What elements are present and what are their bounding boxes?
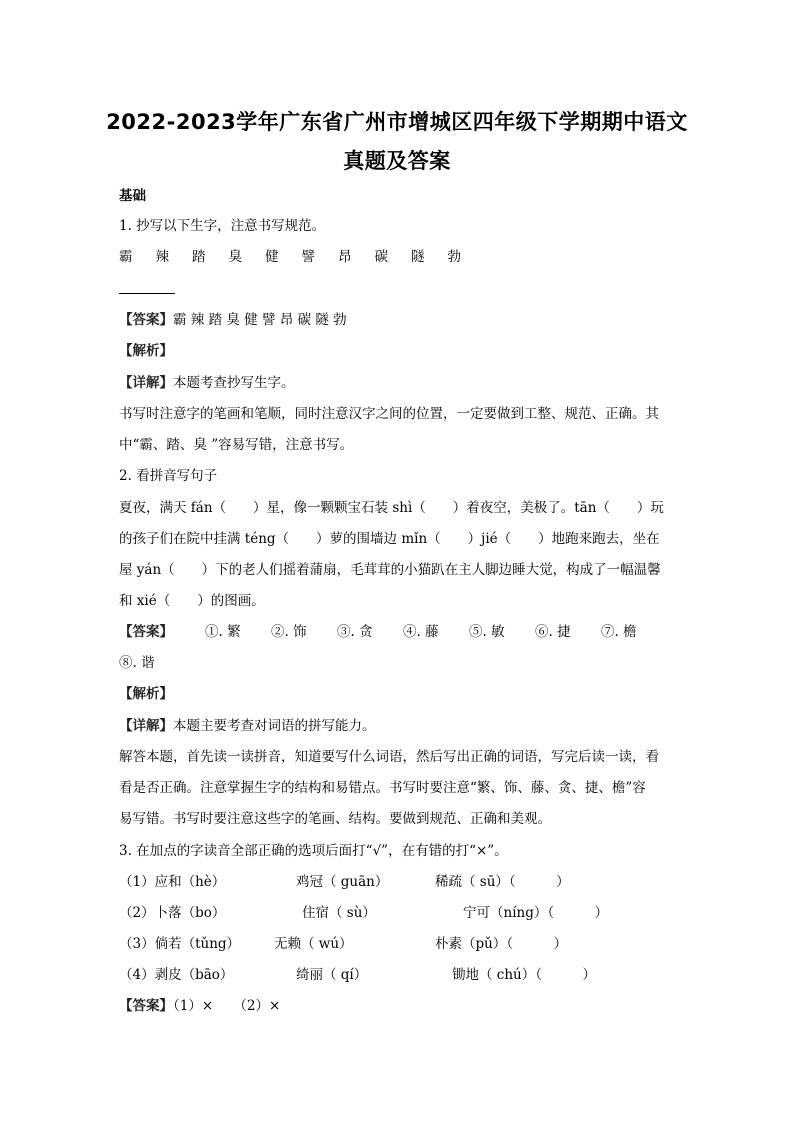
q2-detail-text: 本题主要考查对词语的拼写能力。 (173, 718, 376, 734)
q1-analysis-tag: 【解析】 (119, 343, 173, 359)
q1-detail-text: 本题考查抄写生字。 (173, 375, 295, 391)
q3-option: （4）剥皮（bāo） (119, 967, 234, 983)
q3-option: 绮丽（ qí） (296, 967, 368, 983)
q1-char: 霸 (119, 249, 133, 265)
q3-option: 鸡冠（ guān） (296, 874, 389, 890)
q3-option: 锄地（ chú）（ ） (452, 967, 596, 983)
q1-char: 隧 (411, 249, 425, 265)
q2-answer-item: ④. 藤 (403, 624, 439, 640)
q3-answer-text: （1）× （2）× (173, 998, 281, 1014)
document-title-line2: 真题及答案 (343, 149, 451, 173)
q3-option: （2）卜落（bo） (119, 905, 226, 921)
q1-answer (119, 310, 347, 330)
q1-prompt: 1. 抄写以下生字，注意书写规范。 (119, 218, 326, 234)
q2-paragraph-line3: 易写错。书写时要注意这些字的笔画、结构。要做到规范、正确和美观。 (119, 811, 551, 827)
q2-prompt: 2. 看拼音写句子 (119, 468, 218, 484)
document-title-line1: 2022-2023学年广东省广州市增城区四年级下学期期中语文 (106, 110, 688, 134)
q3-answer (119, 996, 280, 1016)
q1-char: 辣 (155, 249, 169, 265)
section-heading: 基础 (119, 188, 146, 204)
q1-char: 健 (265, 249, 279, 265)
q2-text-line4: 和 xié（ ）的图画。 (119, 593, 265, 609)
q1-char: 踏 (192, 249, 206, 265)
q1-paragraph-line1: 书写时注意字的笔画和笔顺，同时注意汉字之间的位置，一定要做到工整、规范、正确。其 (119, 406, 659, 422)
detail-tag: 【详解】 (119, 718, 173, 734)
q2-answer-item: ⑧. 谐 (119, 655, 155, 671)
q2-answer-item: ③. 贪 (337, 624, 373, 640)
q1-answer-text: 霸 辣 踏 臭 健 譬 昂 碳 隧 勃 (173, 312, 347, 328)
q3-option: 稀疏（ sū）（ ） (435, 874, 570, 890)
q2-answer-item: ⑥. 捷 (535, 624, 571, 640)
q1-answer-blank-line (119, 293, 175, 294)
q3-option: （3）倘若（tǔng） (119, 936, 241, 952)
q1-char: 臭 (228, 249, 242, 265)
q2-text-line3: 屋 yán（ ）下的老人们摇着蒲扇，毛茸茸的小猫趴在主人脚边睡大觉，构成了一幅温馨 (119, 562, 661, 578)
q1-char: 碳 (374, 249, 388, 265)
answer-tag: 【答案】 (119, 624, 173, 640)
q2-paragraph-line2: 看是否正确。注意掌握生字的结构和易错点。书写时要注意“繁、饰、藤、贪、捷、檐”容 (119, 780, 646, 796)
q1-char: 譬 (301, 249, 315, 265)
q1-char: 勃 (447, 249, 461, 265)
q1-detail (119, 373, 295, 393)
q2-answer-item: ①. 繁 (205, 624, 241, 640)
q3-option: 宁可（níng）（ ） (463, 905, 609, 921)
q1-char: 昂 (338, 249, 352, 265)
q2-text-line1: 夏夜，满天 fán（ ）星，像一颗颗宝石装 shì（ ）着夜空，美极了。tān（ ）玩 (119, 500, 664, 516)
q1-character-list (119, 247, 484, 267)
q3-option: 朴素（pǔ）（ ） (435, 936, 568, 952)
q2-answer-item: ②. 饰 (271, 624, 307, 640)
q2-detail (119, 716, 376, 736)
q2-answer (119, 622, 637, 642)
q3-option: 无赖（ wú） (274, 936, 353, 952)
q3-option: （1）应和（hè） (119, 874, 226, 890)
q2-paragraph-line1: 解答本题，首先读一读拼音，知道要写什么词语，然后写出正确的词语，写完后读一读，看 (119, 749, 659, 765)
q2-answer-item: ⑤. 敏 (469, 624, 505, 640)
q2-answer-item: ⑦. 檐 (601, 624, 637, 640)
q3-prompt: 3. 在加点的字读音全部正确的选项后面打“√”，在有错的打“×”。 (119, 843, 508, 859)
q2-analysis-tag: 【解析】 (119, 686, 173, 702)
q2-text-line2: 的孩子们在院中挂满 téng（ ）萝的围墙边 mǐn（ ）jié（ ）地跑来跑去，坐在 (119, 531, 660, 547)
detail-tag: 【详解】 (119, 375, 173, 391)
answer-tag: 【答案】 (119, 998, 173, 1014)
answer-tag: 【答案】 (119, 312, 173, 328)
q3-option: 住宿（ sù） (302, 905, 376, 921)
q1-paragraph-line2: 中“霸、踏、臭 ”容易写错，注意书写。 (119, 437, 354, 453)
